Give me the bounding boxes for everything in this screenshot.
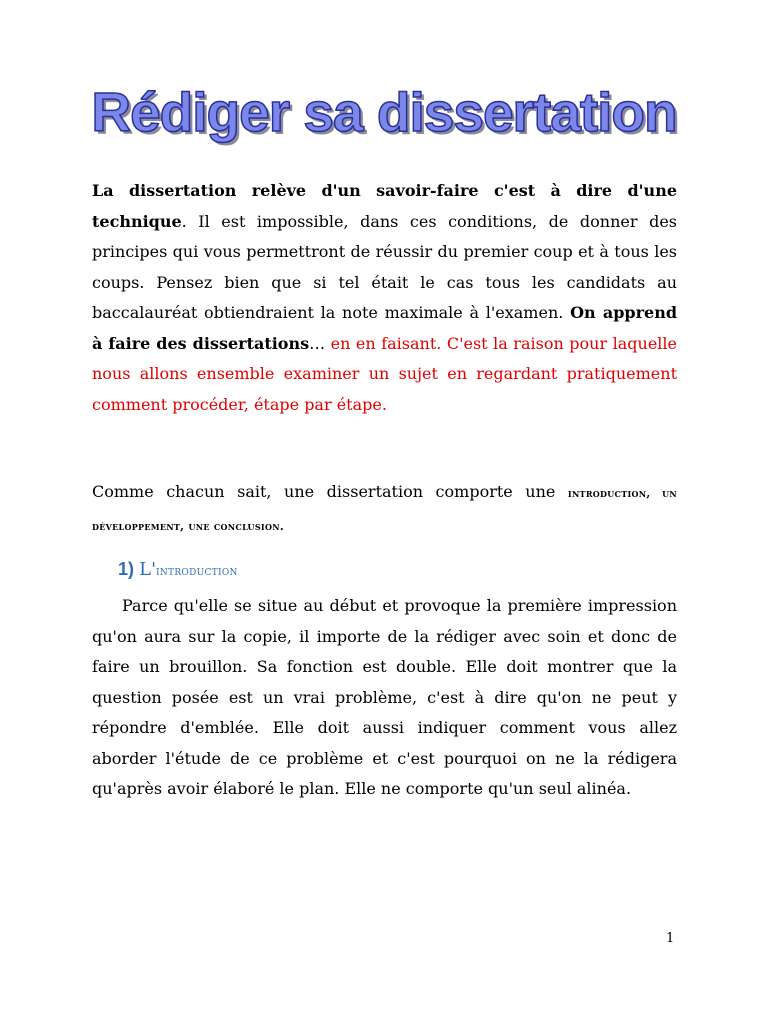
section-number: 1): [118, 559, 135, 579]
intro-text: . Il est impossible, dans ces conditions, de donner des principes qui vous permettront de réussir du premier coup et à tous les coups. Pensez bien que si tel était le cas tous les candidats au baccalauréat obtiendraient la note maximale à l'examen.: [92, 211, 677, 322]
section-paragraph: Parce qu'elle se situe au début et provoque la première impression qu'on aura sur la copie, il importe de la rédiger avec soin et donc de faire un brouillon. Sa fonction est double. Elle doit montrer que la question posée est un vrai problème, c'est à dire qu'on ne peut y répondre d'emblée. Elle doit aussi indiquer comment vous allez aborder l'étude de ce problème et c'est pourquoi on ne la rédigera qu'après avoir élaboré le plan. Elle ne comporte qu'un seul alinéa.: [92, 596, 677, 798]
section-title-rest: introduction: [156, 564, 238, 579]
structure-text: Comme chacun sait, une dissertation comporte une: [92, 482, 568, 501]
intro-paragraph: [92, 176, 677, 420]
structure-paragraph: [92, 477, 677, 542]
ellipsis: …: [309, 333, 331, 353]
section-first-letter: L': [139, 559, 157, 580]
bold-lead: La dissertation relève d'un savoir-faire c'est à dire d'une technique: [92, 181, 677, 231]
structure-parts: introduction, un développement, une conclusion.: [92, 487, 677, 533]
page-title: Rédiger sa dissertation: [91, 81, 677, 143]
red-emphasis: en en faisant. C'est la raison pour laquelle nous allons ensemble examiner un sujet en regardant pratiquement comment procéder, étape par étape.: [92, 333, 677, 414]
page-number: 1: [666, 931, 675, 946]
bold-emphasis: On apprend à faire des dissertations: [92, 303, 678, 353]
section-heading: [118, 559, 238, 580]
